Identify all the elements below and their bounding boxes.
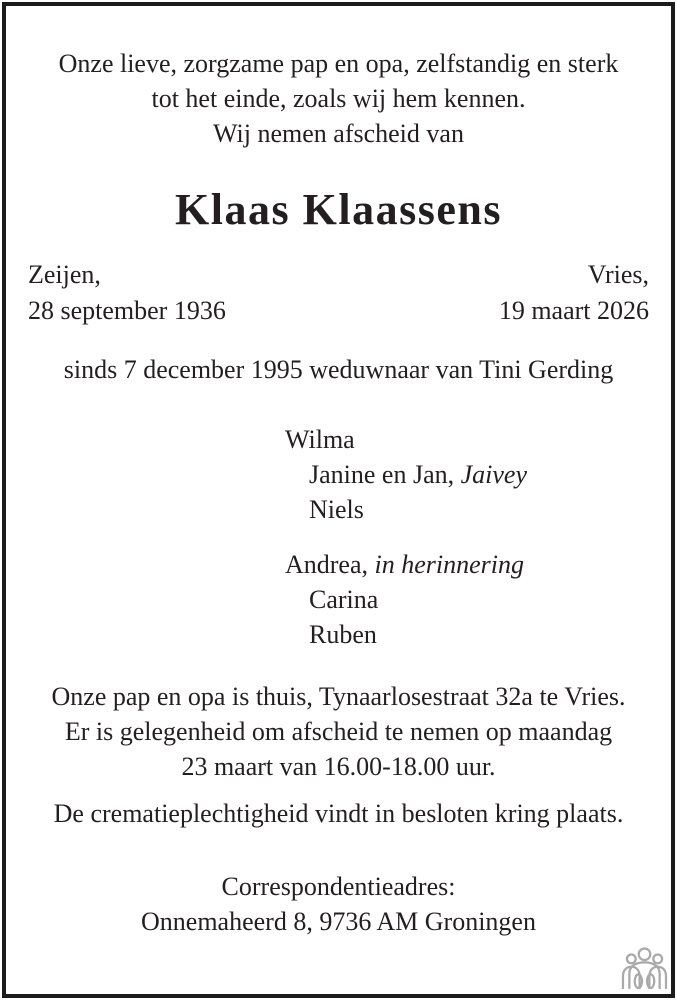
- dates-row: [28, 257, 649, 329]
- family-icon: [621, 945, 668, 989]
- family-member: [309, 457, 527, 492]
- family-member: [285, 547, 527, 582]
- family-member: [285, 422, 527, 457]
- family-member-name: Wilma: [285, 425, 355, 454]
- family-member: [309, 582, 527, 617]
- death-date: 19 maart 2026: [498, 296, 649, 325]
- correspondence-label: Correspondentieadres:: [221, 872, 456, 901]
- correspondence-address: Onnemaheerd 8, 9736 AM Groningen: [141, 907, 536, 936]
- cremation-line: De crematieplechtigheid vindt in besloten kring plaats.: [53, 799, 624, 828]
- birth-place: Zeijen,: [28, 260, 101, 289]
- visiting-info: [0, 679, 677, 784]
- family-member-name: Janine en Jan,: [309, 460, 461, 489]
- death-info: [499, 257, 649, 329]
- intro-text: [0, 46, 677, 151]
- intro-line: Onze lieve, zorgzame pap en opa, zelfstandig en sterk: [58, 49, 619, 78]
- family-member-name: Niels: [309, 495, 364, 524]
- birth-info: [28, 257, 226, 329]
- family-member: [309, 492, 527, 527]
- deceased-name: Klaas Klaassens: [175, 185, 502, 234]
- family-member: [309, 617, 527, 652]
- family-member-name: Andrea,: [285, 550, 375, 579]
- birth-date: 28 september 1936: [28, 296, 226, 325]
- family-member-note: in herinnering: [374, 550, 525, 579]
- intro-line: tot het einde, zoals wij hem kennen.: [151, 84, 526, 113]
- visiting-line: 23 maart van 16.00-18.00 uur.: [181, 752, 496, 781]
- family-icon-strokes: [623, 949, 666, 989]
- family-member-name: Ruben: [309, 620, 377, 649]
- family-member-name: Carina: [309, 585, 379, 614]
- widower-line: sinds 7 december 1995 weduwnaar van Tini Gerding: [63, 355, 614, 384]
- family-list: [285, 422, 527, 652]
- visiting-line: Onze pap en opa is thuis, Tynaarlosestraat 32a te Vries.: [51, 682, 626, 711]
- visiting-line: Er is gelegenheid om afscheid te nemen op maandag: [64, 717, 613, 746]
- family-member-note: Jaivey: [460, 460, 528, 489]
- death-place: Vries,: [587, 260, 649, 289]
- correspondence-block: [0, 869, 677, 939]
- intro-line: Wij nemen afscheid van: [213, 119, 464, 148]
